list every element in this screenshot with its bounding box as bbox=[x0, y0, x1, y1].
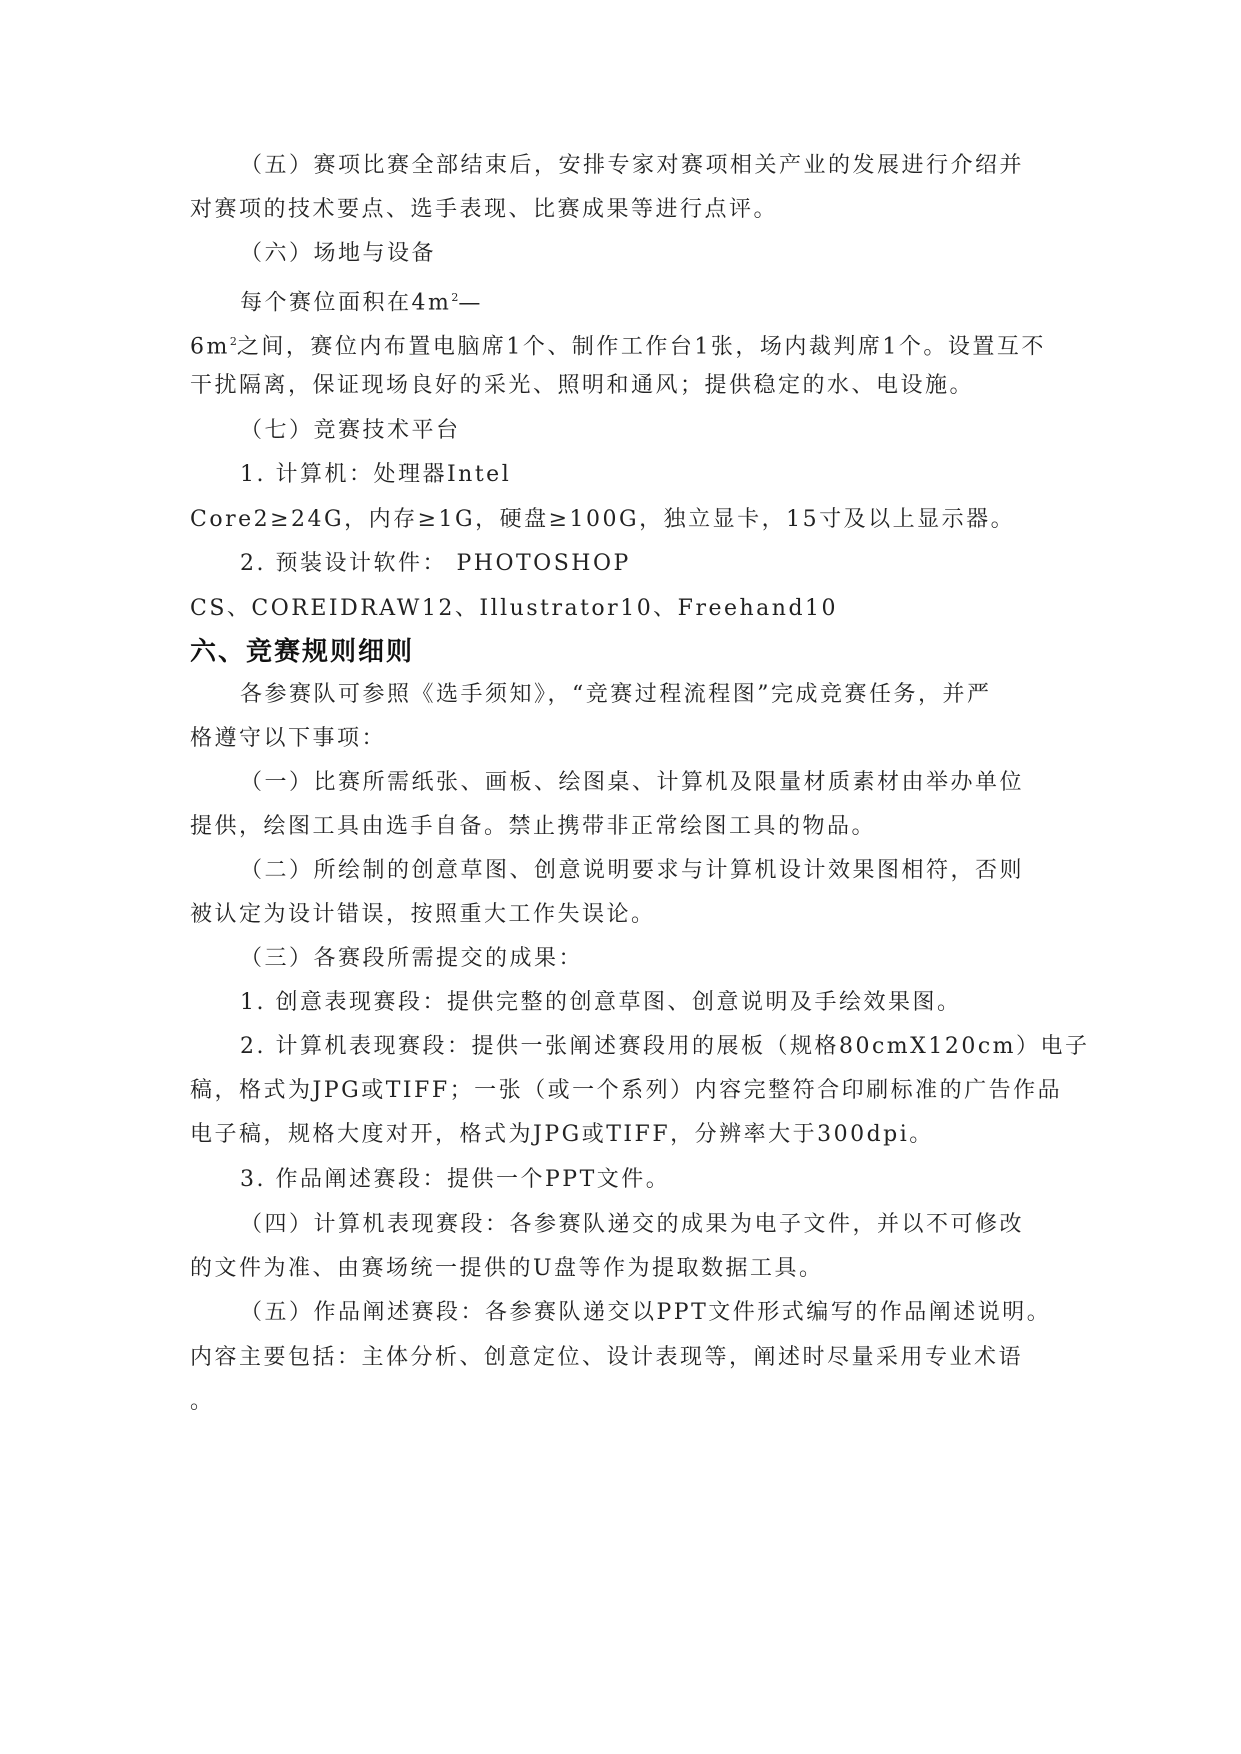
superscript: 2 bbox=[451, 291, 459, 304]
text-run: 6m bbox=[190, 334, 230, 360]
paragraph-line bbox=[190, 326, 1070, 363]
text-run: — bbox=[458, 290, 483, 316]
paragraph-line: 。 bbox=[190, 1389, 215, 1414]
paragraph-line: 1. 计算机：处理器Intel bbox=[240, 462, 512, 487]
paragraph-line: （四）计算机表现赛段：各参赛队递交的成果为电子文件，并以不可修改 bbox=[240, 1212, 1025, 1237]
paragraph-line: （三）各赛段所需提交的成果： bbox=[240, 946, 584, 971]
paragraph-line: （一）比赛所需纸张、画板、绘图桌、计算机及限量材质素材由举办单位 bbox=[240, 770, 1025, 795]
paragraph-line: 格遵守以下事项： bbox=[190, 726, 387, 751]
paragraph-line: 干扰隔离，保证现场良好的采光、照明和通风；提供稳定的水、电设施。 bbox=[190, 373, 975, 398]
section-heading: 六、竞赛规则细则 bbox=[190, 637, 415, 667]
paragraph-line: 被认定为设计错误，按照重大工作失误论。 bbox=[190, 902, 656, 927]
text-run: 每个赛位面积在4m bbox=[240, 290, 452, 316]
paragraph-line: 2. 预装设计软件： PHOTOSHOP bbox=[240, 551, 631, 576]
paragraph-line: 各参赛队可参照《选手须知》，“竞赛过程流程图”完成竞赛任务，并严 bbox=[240, 682, 992, 707]
paragraph-line: 2. 计算机表现赛段：提供一张阐述赛段用的展板（规格80cmX120cm）电子 bbox=[240, 1034, 1090, 1059]
paragraph-line: 提供，绘图工具由选手自备。禁止携带非正常绘图工具的物品。 bbox=[190, 814, 877, 839]
paragraph-line: 3. 作品阐述赛段：提供一个PPT文件。 bbox=[240, 1167, 671, 1192]
paragraph-line: 电子稿，规格大度对开，格式为JPG或TIFF，分辨率大于300dpi。 bbox=[190, 1122, 934, 1147]
text-run: 之间，赛位内布置电脑席1个、制作工作台1张，场内裁判席1个。设置互不 bbox=[236, 334, 1046, 360]
paragraph-line: 1. 创意表现赛段：提供完整的创意草图、创意说明及手绘效果图。 bbox=[240, 990, 962, 1015]
paragraph-line: （二）所绘制的创意草图、创意说明要求与计算机设计效果图相符，否则 bbox=[240, 858, 1025, 883]
section-subheading: （六）场地与设备 bbox=[240, 241, 437, 266]
paragraph-line: 稿，格式为JPG或TIFF；一张（或一个系列）内容完整符合印刷标准的广告作品 bbox=[190, 1078, 1063, 1103]
paragraph-line: CS、COREIDRAW12、Illustrator10、Freehand10 bbox=[190, 596, 839, 621]
paragraph-line: 内容主要包括：主体分析、创意定位、设计表现等，阐述时尽量采用专业术语 bbox=[190, 1345, 1024, 1370]
paragraph-line: 的文件为准、由赛场统一提供的U盘等作为提取数据工具。 bbox=[190, 1256, 824, 1281]
paragraph-line: 对赛项的技术要点、选手表现、比赛成果等进行点评。 bbox=[190, 197, 779, 222]
paragraph-line bbox=[240, 282, 1120, 319]
paragraph-line: （五）作品阐述赛段：各参赛队递交以PPT文件形式编写的作品阐述说明。 bbox=[240, 1300, 1052, 1325]
section-subheading: （七）竞赛技术平台 bbox=[240, 418, 461, 443]
paragraph-line: （五）赛项比赛全部结束后，安排专家对赛项相关产业的发展进行介绍并 bbox=[240, 153, 1025, 178]
paragraph-line: Core2≥24G，内存≥1G，硬盘≥100G，独立显卡，15寸及以上显示器。 bbox=[190, 507, 1016, 532]
superscript: 2 bbox=[229, 335, 237, 348]
